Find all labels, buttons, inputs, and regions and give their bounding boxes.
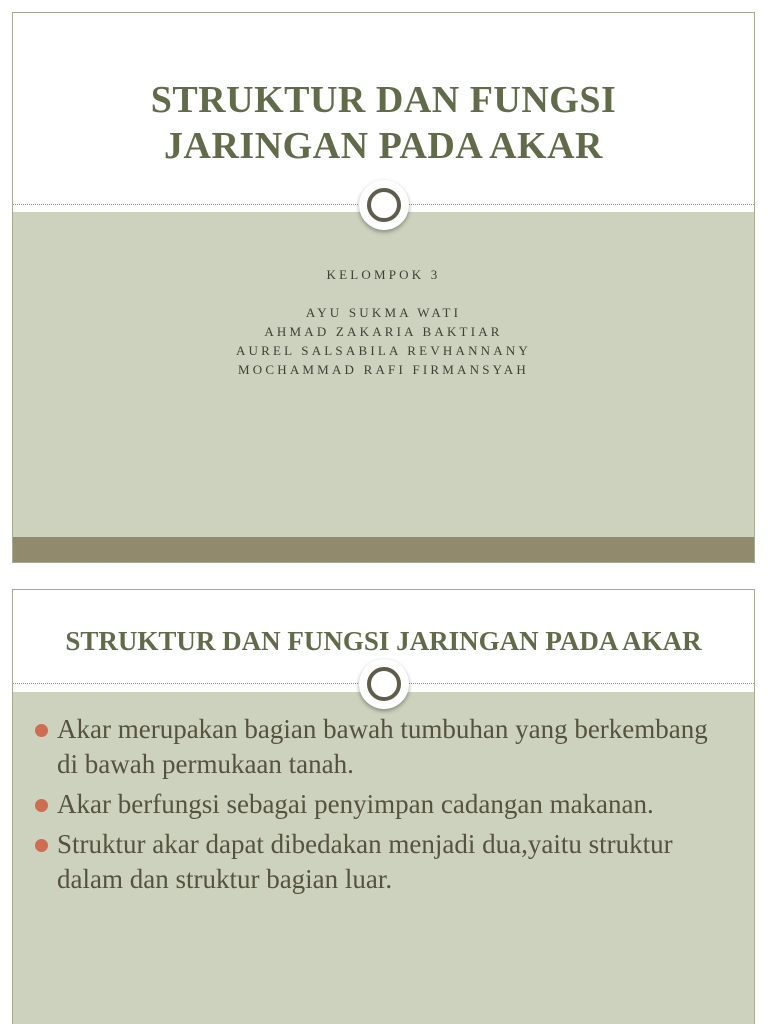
title-line-2: JARINGAN PADA AKAR <box>164 125 603 167</box>
member-name: AHMAD ZAKARIA BAKTIAR <box>264 324 503 339</box>
bullet-text: Struktur akar dapat dibedakan menjadi dua,yaitu struktur dalam dan struktur bagian luar. <box>57 829 673 894</box>
slide-title <box>13 77 754 169</box>
circle-ornament-inner <box>367 188 401 222</box>
bullet-text: Akar merupakan bagian bawah tumbuhan yang berkembang di bawah permukaan tanah. <box>57 714 708 779</box>
bullet-icon <box>35 799 48 812</box>
member-name: MOCHAMMAD RAFI FIRMANSYAH <box>238 362 529 377</box>
footer-bar <box>13 537 754 563</box>
bullet-icon <box>35 724 48 737</box>
bullet-icon <box>35 839 48 852</box>
list-item <box>35 827 735 897</box>
title-line-1: STRUKTUR DAN FUNGSI <box>150 79 617 121</box>
title-slide <box>12 12 755 563</box>
slide-title: STRUKTUR DAN FUNGSI JARINGAN PADA AKAR <box>65 626 702 656</box>
member-name: AUREL SALSABILA REVHANNANY <box>235 343 532 358</box>
member-name: AYU SUKMA WATI <box>305 305 462 320</box>
subtitle-block <box>13 265 754 379</box>
title-area <box>13 13 754 205</box>
group-label: KELOMPOK 3 <box>326 267 441 282</box>
bullet-list <box>35 712 735 902</box>
circle-ornament-icon <box>359 659 409 709</box>
list-item <box>35 787 735 822</box>
circle-ornament-inner <box>367 667 401 701</box>
list-item <box>35 712 735 782</box>
bullet-text: Akar berfungsi sebagai penyimpan cadangan makanan. <box>57 789 654 819</box>
circle-ornament-icon <box>359 180 409 230</box>
content-slide <box>12 589 755 1024</box>
